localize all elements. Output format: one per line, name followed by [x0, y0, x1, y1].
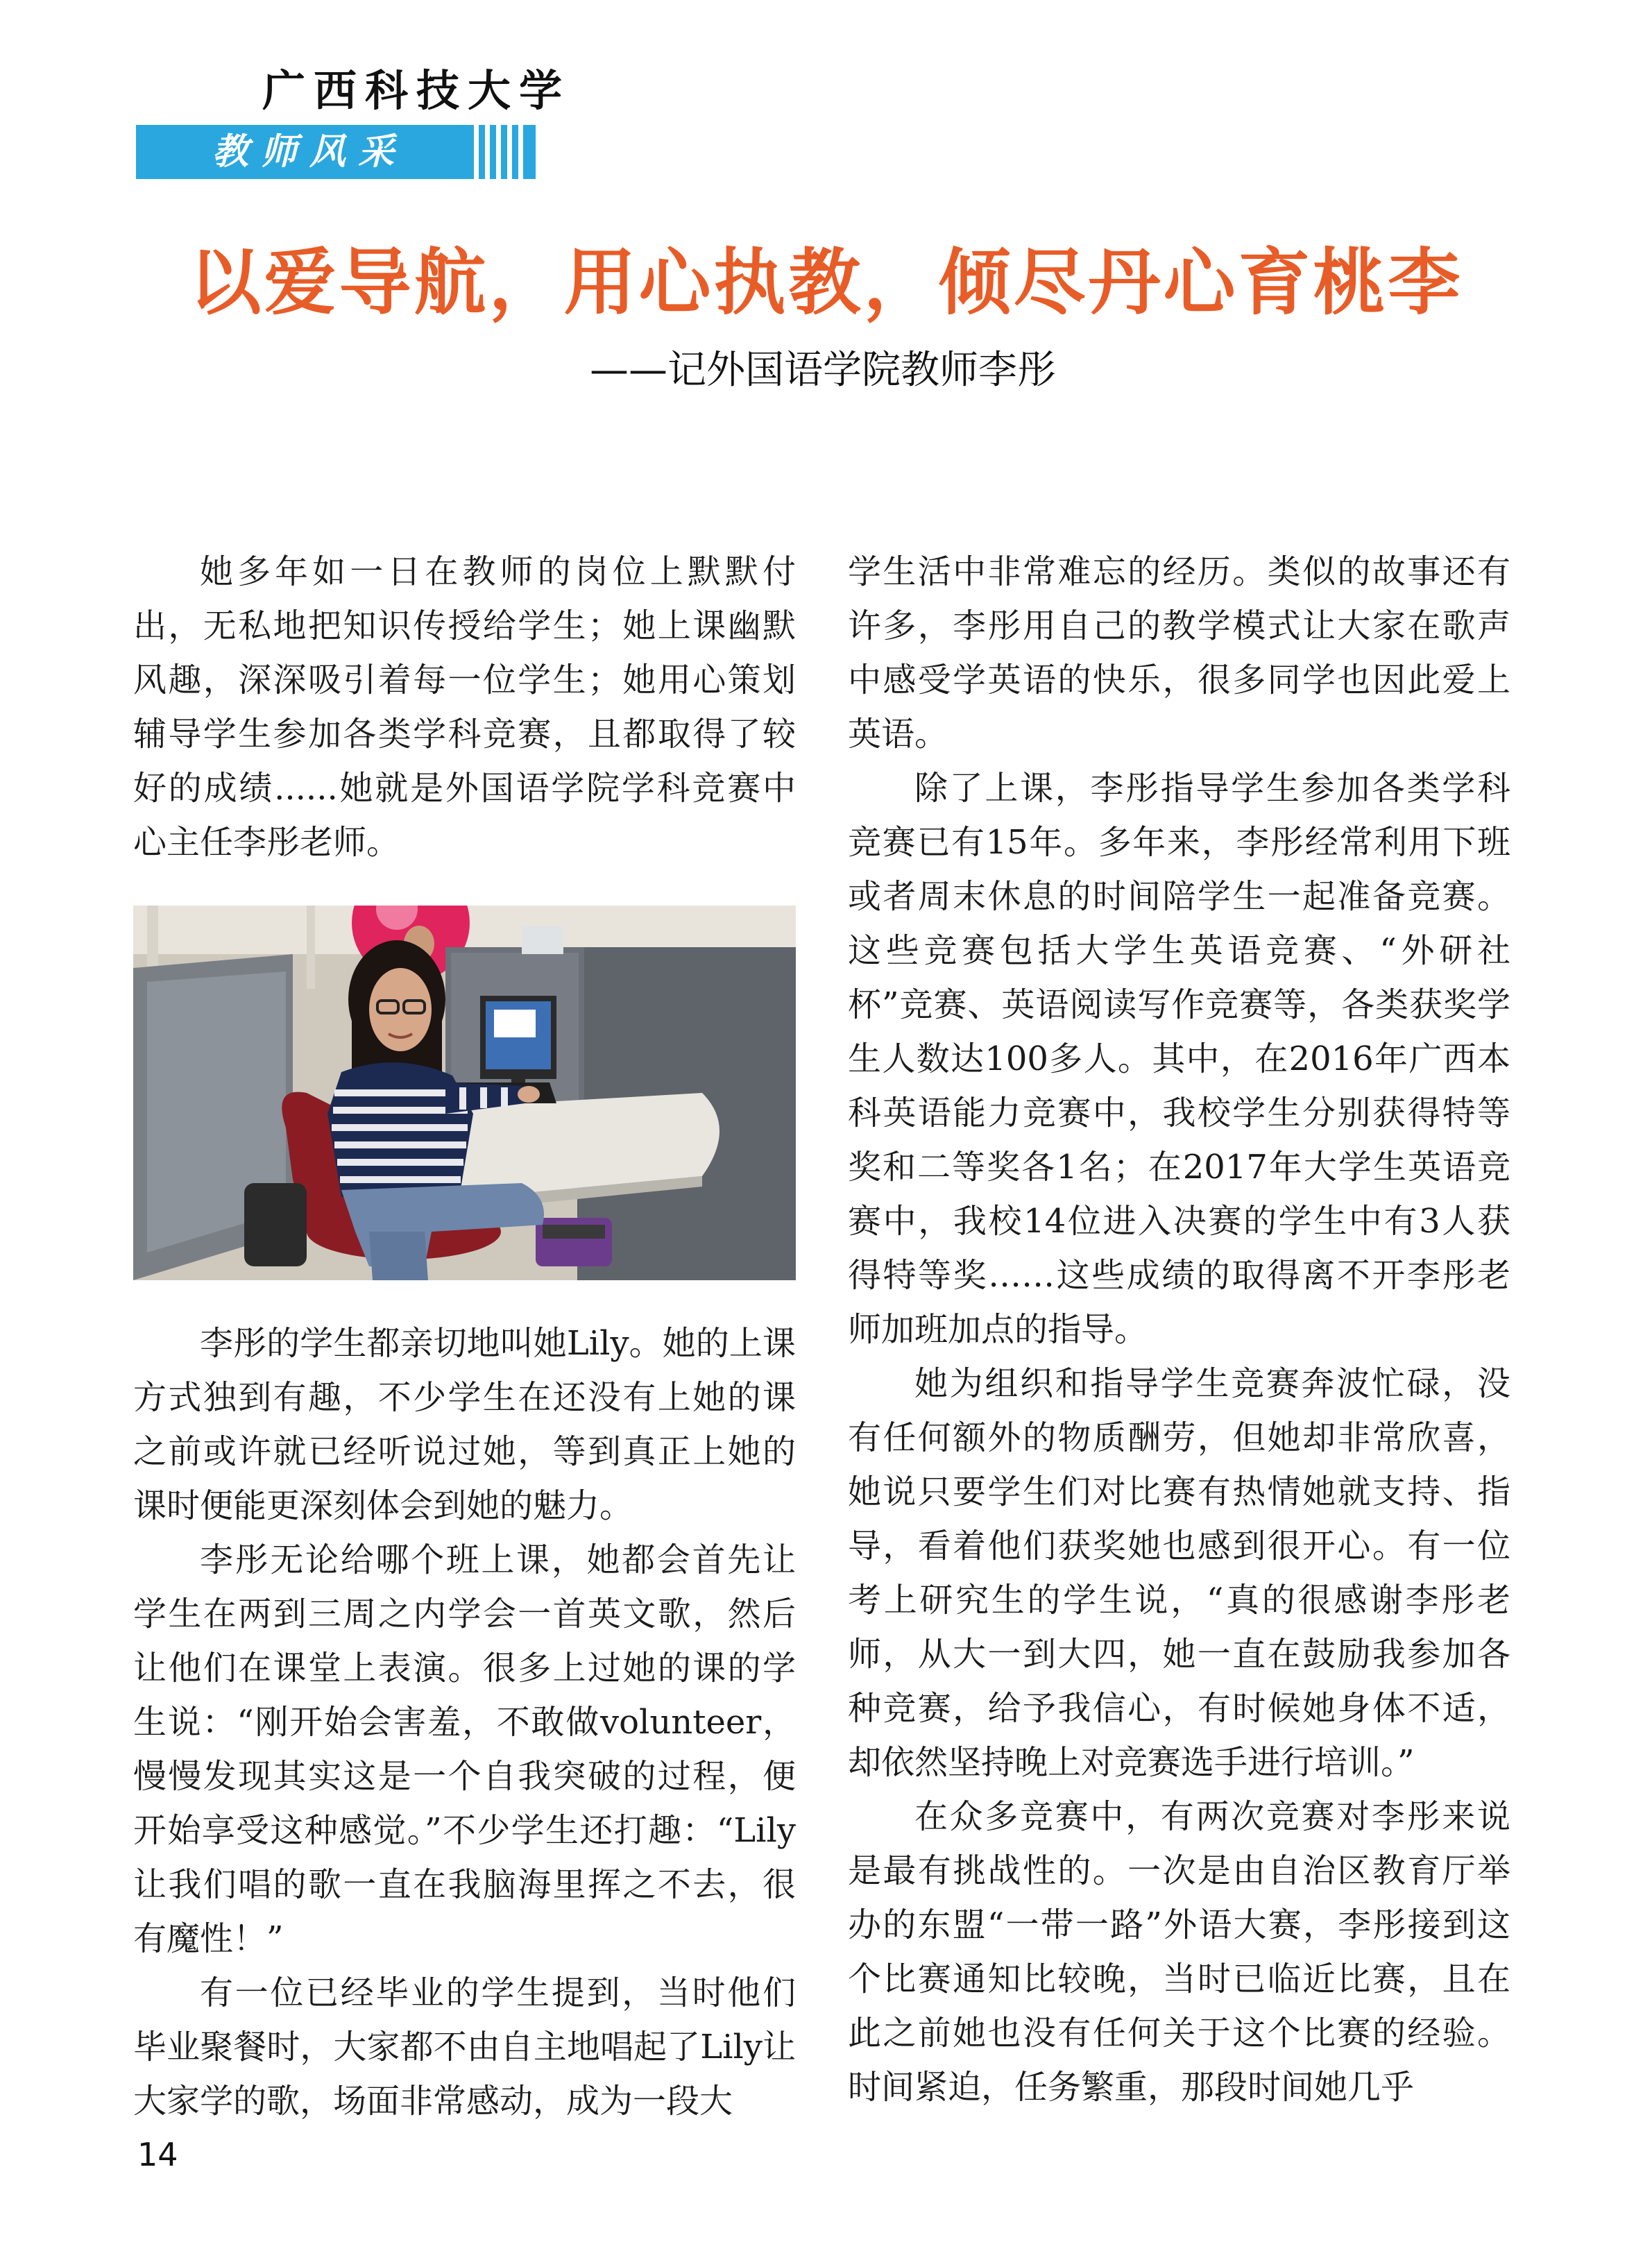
paragraph-continued: 学生活中非常难忘的经历。类似的故事还有许多，李彤用自己的教学模式让大家在歌声中感受学英语的快乐，很多同学也因此爱上英语。 — [848, 552, 1510, 754]
section-banner — [136, 125, 536, 179]
article-title: 以爱导航，用心执教，倾尽丹心育桃李 — [189, 239, 1463, 325]
paragraph: 有一位已经毕业的学生提到，当时他们毕业聚餐时，大家都不由自主地唱起了Lily让大家学的歌，场面非常感动，成为一段大 — [133, 1973, 796, 2121]
banner-stripes — [468, 125, 523, 179]
paragraph: 除了上课，李彤指导学生参加各类学科竞赛已有15年。多年来，李彤经常利用下班或者周末休息的时间陪学生一起准备竞赛。这些竞赛包括大学生英语竞赛、“外研社杯”竞赛、英语阅读写作竞赛等，各类获奖学生人数达100多人。其中，在2016年广西本科英语能力竞赛中，我校学生分别获得特等奖和二等奖各1名；在2017年大学生英语竞赛中，我校14位进入决赛的学生中有3人获得特等奖……这些成绩的取得离不开李彤老师加班加点的指导。 — [848, 769, 1510, 1349]
paragraph: 李彤无论给哪个班上课，她都会首先让学生在两到三周之内学会一首英文歌，然后让他们在课堂上表演。很多上过她的课的学生说：“刚开始会害羞，不敢做volunteer，慢慢发现其实这是一个自我突破的过程，便开始享受这种感觉。”不少学生还打趣：“Lily让我们唱的歌一直在我脑海里挥之不去，很有魔性！” — [133, 1540, 796, 1958]
paragraph: 李彤的学生都亲切地叫她Lily。她的上课方式独到有趣，不少学生在还没有上她的课之前或许就已经听说过她，等到真正上她的课时便能更深刻体会到她的魅力。 — [133, 1324, 796, 1525]
university-name: 广西科技大学 — [262, 65, 571, 116]
section-label: 教师风采 — [212, 131, 407, 173]
paragraph: 在众多竞赛中，有两次竞赛对李彤来说是最有挑战性的。一次是由自治区教育厅举办的东盟“一带一路”外语大赛，李彤接到这个比赛通知比较晚，当时已临近比赛，且在此之前她也没有任何关于这个比赛的经验。时间紧迫，任务繁重，那段时间她几乎 — [848, 1797, 1510, 2107]
left-column — [133, 545, 796, 2128]
article-subtitle: ——记外国语学院教师李彤 — [590, 348, 1056, 393]
paragraph: 她为组织和指导学生竞赛奔波忙碌，没有任何额外的物质酬劳，但她却非常欣喜，她说只要学生们对比赛有热情她就支持、指导，看着他们获奖她也感到很开心。有一位考上研究生的学生说，“真的很感谢李彤老师，从大一到大四，她一直在鼓励我参加各种竞赛，给予我信心，有时候她身体不适，却依然坚持晚上对竞赛选手进行培训。” — [848, 1364, 1510, 1782]
teacher-photo — [133, 906, 796, 1280]
page-number: 14 — [137, 2136, 178, 2173]
right-column — [848, 545, 1510, 2114]
paragraph: 她多年如一日在教师的岗位上默默付出，无私地把知识传授给学生；她上课幽默风趣，深深吸引着每一位学生；她用心策划辅导学生参加各类学科竞赛，且都取得了较好的成绩......她就是外国语学院学科竞赛中心主任李彤老师。 — [133, 552, 796, 862]
